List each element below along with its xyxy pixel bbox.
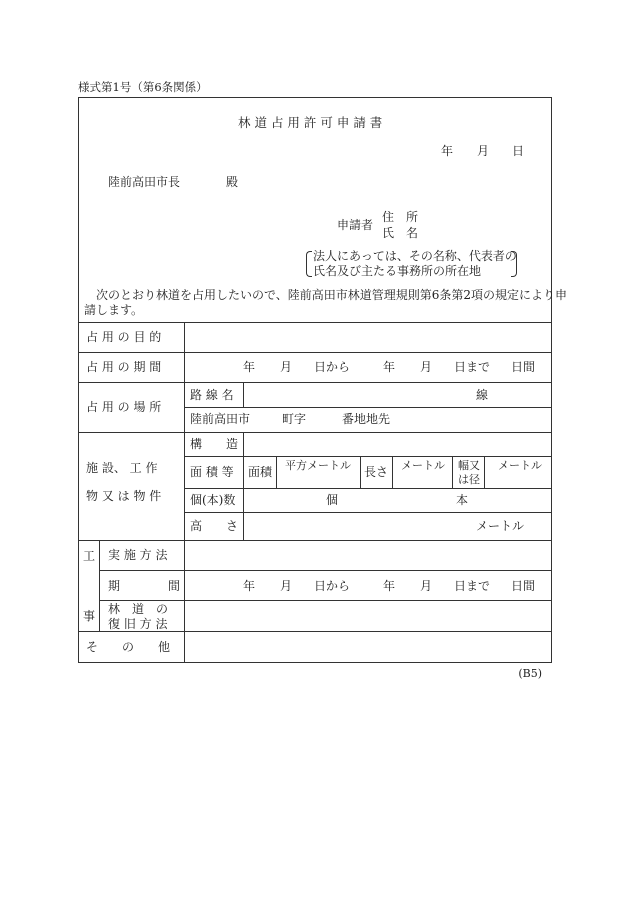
location-city: 陸前高田市	[190, 412, 251, 426]
area-unit-divider	[276, 456, 277, 488]
width-label-line2: は径	[458, 473, 480, 486]
work-from-month: 月	[280, 579, 293, 593]
facility-subrow-divider	[184, 488, 552, 489]
structure-label: 構 造	[190, 437, 239, 451]
addressee-name: 陸前高田市長	[108, 175, 181, 189]
work-subrow-divider	[99, 600, 552, 601]
date-year-label: 年	[441, 144, 454, 158]
row-divider	[78, 352, 552, 353]
row-divider	[78, 631, 552, 632]
location-town: 町字	[282, 412, 307, 426]
location-lot: 番地地先	[342, 412, 391, 426]
purpose-label: 占 用 の 目 的	[86, 330, 162, 344]
row-divider	[78, 432, 552, 433]
applicant-name-label: 氏 名	[382, 226, 419, 240]
work-subrow-divider	[99, 570, 552, 571]
period-to-month: 月	[420, 360, 433, 374]
length-width-divider	[452, 456, 453, 488]
length-unit-divider	[392, 456, 393, 488]
count-unit-pieces: 個	[326, 493, 339, 507]
work-to-year: 年	[383, 579, 396, 593]
date-month-label: 月	[477, 144, 490, 158]
work-label-bottom: 事	[83, 609, 96, 623]
period-from-day: 日から	[314, 360, 351, 374]
facility-subrow-divider	[184, 512, 552, 513]
work-from-day: 日から	[314, 579, 351, 593]
route-unit: 線	[476, 388, 489, 402]
length-label: 長さ	[364, 465, 389, 479]
work-to-day: 日まで	[454, 579, 491, 593]
count-unit-items: 本	[456, 493, 469, 507]
area-label: 面 積 等	[190, 465, 234, 479]
other-label: そ の 他	[86, 640, 171, 654]
facility-label-line1: 施 設、 工 作	[86, 461, 158, 475]
work-label-divider	[99, 540, 100, 631]
work-from-year: 年	[243, 579, 256, 593]
row-divider	[78, 382, 552, 383]
date-day-label: 日	[512, 144, 525, 158]
body-text-line2: 請します。	[84, 303, 144, 317]
route-name-label: 路 線 名	[190, 388, 234, 402]
paper-size-label: (B5)	[518, 667, 542, 680]
form-number-label: 様式第1号（第6条関係）	[78, 80, 208, 94]
work-to-month: 月	[420, 579, 433, 593]
location-subrow-divider	[184, 407, 552, 408]
route-label-divider	[243, 382, 244, 407]
corporation-note-line1: 法人にあっては、その名称、代表者の	[313, 249, 517, 263]
work-period-label: 期 間	[108, 579, 181, 593]
period-days: 日間	[511, 360, 536, 374]
width-unit-divider	[484, 456, 485, 488]
applicant-label: 申請者	[337, 218, 374, 232]
body-text-line1: 次のとおり林道を占用したいので、陸前高田市林道管理規則第6条第2項の規定により申	[96, 288, 568, 302]
note-bracket-right	[511, 251, 517, 277]
restore-method-line1: 林 道 の	[108, 602, 169, 616]
row-divider	[78, 540, 552, 541]
width-unit: メートル	[498, 459, 542, 472]
area-length-divider	[360, 456, 361, 488]
note-bracket-left	[306, 251, 312, 277]
applicant-address-label: 住 所	[382, 210, 419, 224]
area-unit: 平方メートル	[285, 459, 351, 472]
height-label: 高 さ	[190, 519, 239, 533]
height-unit: メートル	[476, 519, 525, 533]
period-from-year: 年	[243, 360, 256, 374]
period-label: 占 用 の 期 間	[86, 360, 162, 374]
restore-method-line2: 復 旧 方 法	[108, 617, 168, 631]
addressee-honorific: 殿	[226, 175, 239, 189]
length-unit: メートル	[401, 459, 445, 472]
row-divider	[78, 322, 552, 323]
period-to-year: 年	[383, 360, 396, 374]
work-days: 日間	[511, 579, 536, 593]
label-column-divider	[184, 322, 185, 663]
period-to-day: 日まで	[454, 360, 491, 374]
area-sub-label: 面積	[248, 465, 273, 479]
document-title: 林 道 占 用 許 可 申 請 書	[238, 115, 383, 130]
work-label-top: 工	[83, 549, 96, 563]
corporation-note-line2: 氏名及び主たる事務所の所在地	[313, 264, 482, 278]
period-from-month: 月	[280, 360, 293, 374]
facility-subrow-divider	[184, 456, 552, 457]
width-label-line1: 幅又	[458, 459, 480, 472]
work-method-label: 実 施 方 法	[108, 548, 168, 562]
facility-label-line2: 物 又 は 物 件	[86, 489, 162, 503]
count-label: 個(本)数	[190, 493, 236, 507]
facility-label-divider	[243, 432, 244, 540]
location-label: 占 用 の 場 所	[86, 400, 162, 414]
